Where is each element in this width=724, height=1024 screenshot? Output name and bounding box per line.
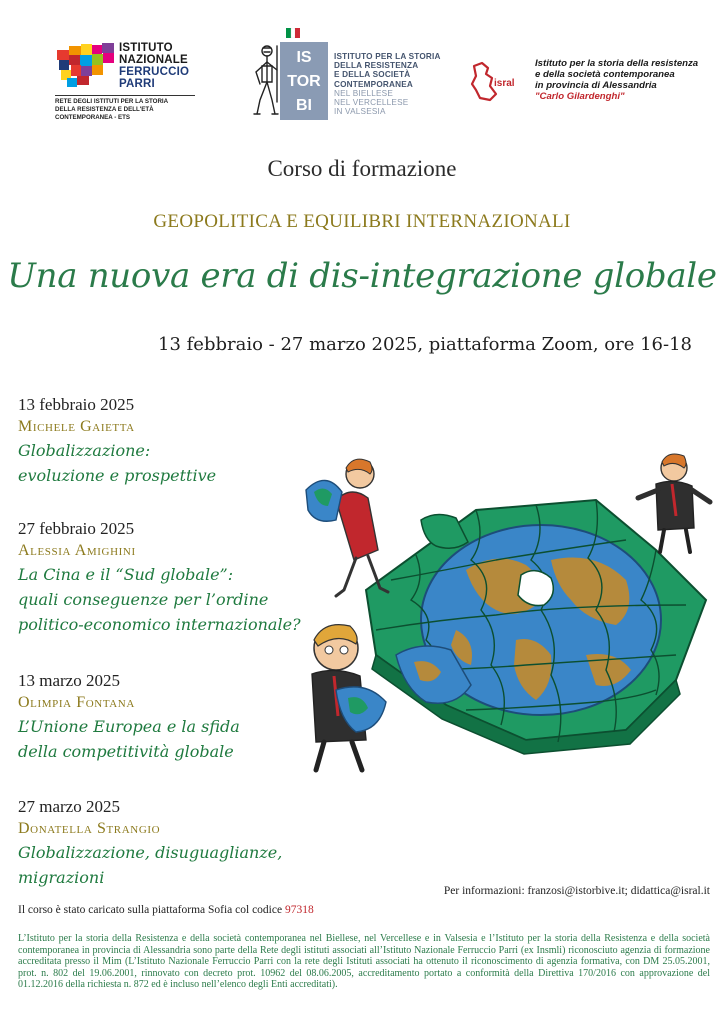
sofia-text: Il corso è stato caricato sulla piattaforma Sofia col codice [18, 904, 283, 916]
sofia-code-line [18, 904, 314, 916]
istorbive-wordmark [280, 42, 328, 120]
italian-flag-icon [286, 28, 300, 38]
course-label: Corso di formazione [267, 156, 457, 181]
isral-wordmark: isral [494, 78, 515, 89]
isral-logo [468, 58, 718, 118]
session-item [18, 796, 328, 890]
parri-divider [55, 95, 195, 96]
session-title: L’Unione Europea e la sfida della competitività globale [18, 717, 240, 761]
session-speaker: Olimpia Fontana [18, 694, 135, 711]
man-carrying-piece-figure [306, 459, 388, 596]
session-date: 13 marzo 2025 [18, 671, 120, 690]
parri-name-line: FERRUCCIO [119, 66, 190, 78]
istorbive-text-line: CONTEMPORANEA [334, 79, 414, 89]
istorbive-text-line: E DELLA SOCIETÀ [334, 70, 411, 80]
man-placing-piece-figure [638, 454, 710, 552]
session-speaker: Michele Gaietta [18, 418, 135, 435]
isral-text-line: in provincia di Alessandria [535, 80, 657, 91]
wordmark-line: IS [296, 49, 312, 66]
puzzle-hole [518, 571, 553, 606]
parri-network-text [55, 98, 200, 122]
session-title: La Cina e il “Sud globale”: quali conseguenze per l’ordine politico-economico internazionale? [18, 565, 301, 634]
parri-name-line: NAZIONALE [119, 54, 188, 66]
accreditation-disclaimer: L’Istituto per la storia della Resistenza e della società contemporanea nel Biellese, nel Vercellese e in Valsesia e l’Istituto per la storia della Resistenza e della società contemporanea in provincia di Alessandria sono parte della Rete degli istituti associati all’Istituto Nazionale Ferruccio Parri (ex Insmli) riconosciuto agenzia di formazione accreditata presso il Mim (L’Istituto Nazionale Ferruccio Parri con la rete degli Istituti associati ha ottenuto il riconoscimento di agenzia formativa, con DM 25.05.2001, prot. n. 802 del 19.06.2001, rinnovato con decreto prot. 10962 del 08.06.2005, accreditamento portato a conformità della Direttiva 170/2016 con approvazione del 01.12.2016 della richiesta n. 872 ed è incluso nell’elenco degli Enti accreditati). [18, 933, 710, 990]
knight-figure-icon [250, 42, 282, 118]
parri-network-line: RETE DEGLI ISTITUTI PER LA STORIA [55, 98, 169, 105]
sofia-code: 97318 [284, 904, 314, 916]
session-item [18, 670, 240, 764]
isral-text [535, 58, 698, 102]
istorbive-text-line: DELLA RESISTENZA [334, 61, 419, 71]
session-item [18, 518, 301, 637]
parri-name-line: ISTITUTO [119, 42, 173, 54]
parri-network-line: CONTEMPORANEA - ETS [55, 114, 131, 121]
session-item [18, 394, 216, 488]
parri-logo [55, 42, 200, 132]
course-schedule: 13 febbraio - 27 marzo 2025, piattaforma Zoom, ore 16-18 [158, 334, 692, 355]
session-date: 13 febbraio 2025 [18, 395, 135, 414]
parri-name [119, 42, 189, 90]
isral-dedication: "Carlo Gilardenghi" [535, 91, 625, 102]
istorbive-text-line: ISTITUTO PER LA STORIA [334, 52, 441, 61]
globe-puzzle-illustration [296, 440, 716, 780]
session-speaker: Alessia Amighini [18, 542, 136, 559]
session-speaker: Donatella Strangio [18, 820, 161, 837]
session-title: Globalizzazione, disuguaglianze, migrazioni [18, 843, 283, 887]
session-title: Globalizzazione: evoluzione e prospettive [18, 441, 217, 485]
parri-network-line: DELLA RESISTENZA E DELL'ETÀ [55, 106, 154, 113]
istorbive-logo [250, 28, 460, 128]
istorbive-area-line: NEL BIELLESE [334, 88, 393, 98]
contact-info: Per informazioni: franzosi@istorbive.it; didattica@isral.it [443, 885, 710, 897]
istorbive-area-line: IN VALSESIA [334, 107, 386, 117]
course-title: Una nuova era di dis-integrazione globale [7, 256, 717, 296]
course-topic: GEOPOLITICA E EQUILIBRI INTERNAZIONALI [153, 211, 571, 232]
istorbive-text [334, 52, 441, 116]
wordmark-line: TOR [287, 73, 321, 90]
isral-text-line: e della società contemporanea [535, 69, 675, 80]
parri-mosaic-icon [55, 42, 117, 90]
session-date: 27 febbraio 2025 [18, 519, 135, 538]
session-date: 27 marzo 2025 [18, 797, 120, 816]
logo-bar [0, 28, 724, 128]
isral-text-line: Istituto per la storia della resistenza [535, 58, 699, 69]
wordmark-line: BI [296, 97, 312, 114]
istorbive-area-line: NEL VERCELLESE [334, 98, 409, 108]
parri-name-line: PARRI [119, 78, 155, 90]
